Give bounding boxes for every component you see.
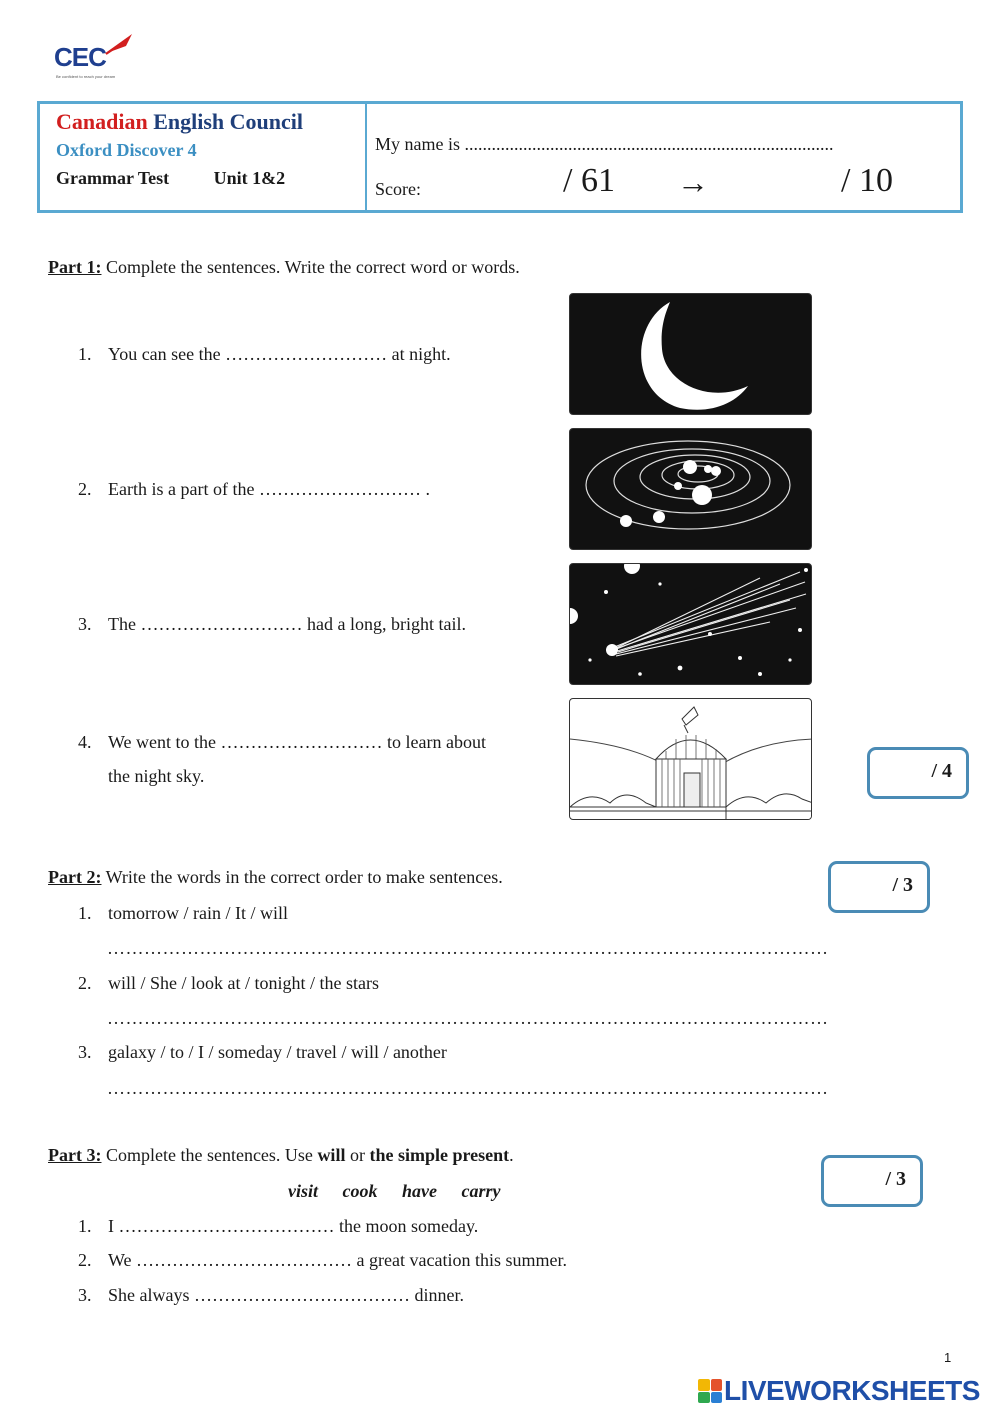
- school-name: [56, 108, 365, 136]
- question-number: 3.: [78, 1285, 92, 1305]
- part2-instruction: Write the words in the correct order to make sentences.: [101, 867, 503, 887]
- answer-line-2[interactable]: ………………………………………………………………………………………………………: [107, 1008, 829, 1028]
- question-number: 2.: [78, 479, 92, 499]
- part2-question-3: [78, 1035, 447, 1069]
- test-info: [56, 164, 365, 192]
- student-info: [367, 104, 960, 210]
- observatory-image: [569, 698, 812, 820]
- liveworksheets-text: LIVEWORKSHEETS: [724, 1375, 980, 1406]
- arrow-icon: →: [677, 164, 709, 200]
- header-info: [40, 104, 367, 210]
- moon-image: [569, 293, 812, 415]
- school-name-red: Canadian: [56, 109, 148, 134]
- word-bank-item: visit: [288, 1181, 318, 1201]
- liveworksheets-logo[interactable]: [698, 1376, 980, 1406]
- score-total: / 61: [563, 162, 615, 199]
- question-number: 3.: [78, 614, 92, 634]
- question-text: will / She / look at / tonight / the stars: [108, 973, 379, 993]
- name-field[interactable]: My name is ..................................................................................: [375, 134, 834, 154]
- part3-question-1: [78, 1209, 478, 1243]
- solar-system-image: [569, 428, 812, 550]
- part3-label: Part 3:: [48, 1145, 102, 1165]
- answer-line-3[interactable]: ………………………………………………………………………………………………………: [107, 1078, 829, 1098]
- part2-label: Part 2:: [48, 867, 102, 887]
- question-number: 2.: [78, 973, 92, 993]
- question-text: tomorrow / rain / It / will: [108, 903, 288, 923]
- question-text[interactable]: I ……………………………… the moon someday.: [108, 1216, 479, 1236]
- comet-image: [569, 563, 812, 685]
- question-number: 1.: [78, 1216, 92, 1236]
- part3-instruction-bold-2: the simple present: [369, 1145, 510, 1165]
- part3-instruction-join: or: [345, 1145, 370, 1165]
- question-text[interactable]: We ……………………………… a great vacation this summer.: [108, 1250, 567, 1270]
- part1-question-2: [78, 472, 430, 506]
- question-text[interactable]: You can see the ……………………… at night.: [108, 344, 451, 364]
- part3-instruction-end: .: [509, 1145, 514, 1165]
- question-number: 1.: [78, 344, 92, 364]
- part1-question-3: [78, 607, 466, 641]
- question-number: 1.: [78, 903, 92, 923]
- question-number: 3.: [78, 1042, 92, 1062]
- logo-tagline: Be confident to reach your dream: [56, 74, 116, 79]
- book-title: Oxford Discover 4: [56, 140, 197, 160]
- question-text-continued: the night sky.: [108, 766, 205, 786]
- word-bank-item: carry: [461, 1181, 501, 1201]
- part2-title: [48, 867, 503, 888]
- answer-line-1[interactable]: ………………………………………………………………………………………………………: [107, 938, 829, 958]
- question-text[interactable]: We went to the ……………………… to learn about: [108, 732, 486, 752]
- part3-score-box[interactable]: / 3: [821, 1155, 923, 1207]
- word-bank: [288, 1181, 521, 1202]
- word-bank-item: cook: [342, 1181, 378, 1201]
- question-number: 2.: [78, 1250, 92, 1270]
- part3-question-2: [78, 1243, 567, 1277]
- word-bank-item: have: [402, 1181, 437, 1201]
- score-label: Score:: [375, 179, 421, 199]
- question-text[interactable]: She always ……………………………… dinner.: [108, 1285, 464, 1305]
- logo-swoosh-icon: [102, 32, 136, 56]
- part3-instruction-bold-1: will: [317, 1145, 346, 1165]
- part3-instruction: Complete the sentences. Use: [101, 1145, 318, 1165]
- part2-score-box[interactable]: / 3: [828, 861, 930, 913]
- part3-question-3: [78, 1278, 464, 1312]
- score-out-of: / 10: [841, 162, 893, 199]
- part1-instruction: Complete the sentences. Write the correct word or words.: [101, 257, 520, 277]
- page-number: 1: [944, 1350, 952, 1365]
- liveworksheets-icon: [698, 1379, 722, 1403]
- test-title: Grammar Test: [56, 168, 170, 188]
- unit-label: Unit 1&2: [213, 168, 286, 188]
- part1-title: [48, 257, 520, 278]
- part1-question-4: [78, 725, 486, 793]
- part3-title: [48, 1145, 514, 1166]
- question-text[interactable]: Earth is a part of the ……………………… .: [108, 479, 430, 499]
- part2-question-2: [78, 966, 379, 1000]
- question-text: galaxy / to / I / someday / travel / will / another: [108, 1042, 447, 1062]
- school-name-rest: English Council: [153, 109, 303, 134]
- part1-label: Part 1:: [48, 257, 102, 277]
- question-text[interactable]: The ……………………… had a long, bright tail.: [108, 614, 466, 634]
- part2-question-1: [78, 896, 288, 930]
- question-number: 4.: [78, 732, 92, 752]
- header-box: [37, 101, 963, 213]
- cec-logo: [54, 32, 134, 80]
- part1-question-1: [78, 337, 451, 371]
- logo-text: CEC: [54, 42, 106, 72]
- part1-score-box[interactable]: / 4: [867, 747, 969, 799]
